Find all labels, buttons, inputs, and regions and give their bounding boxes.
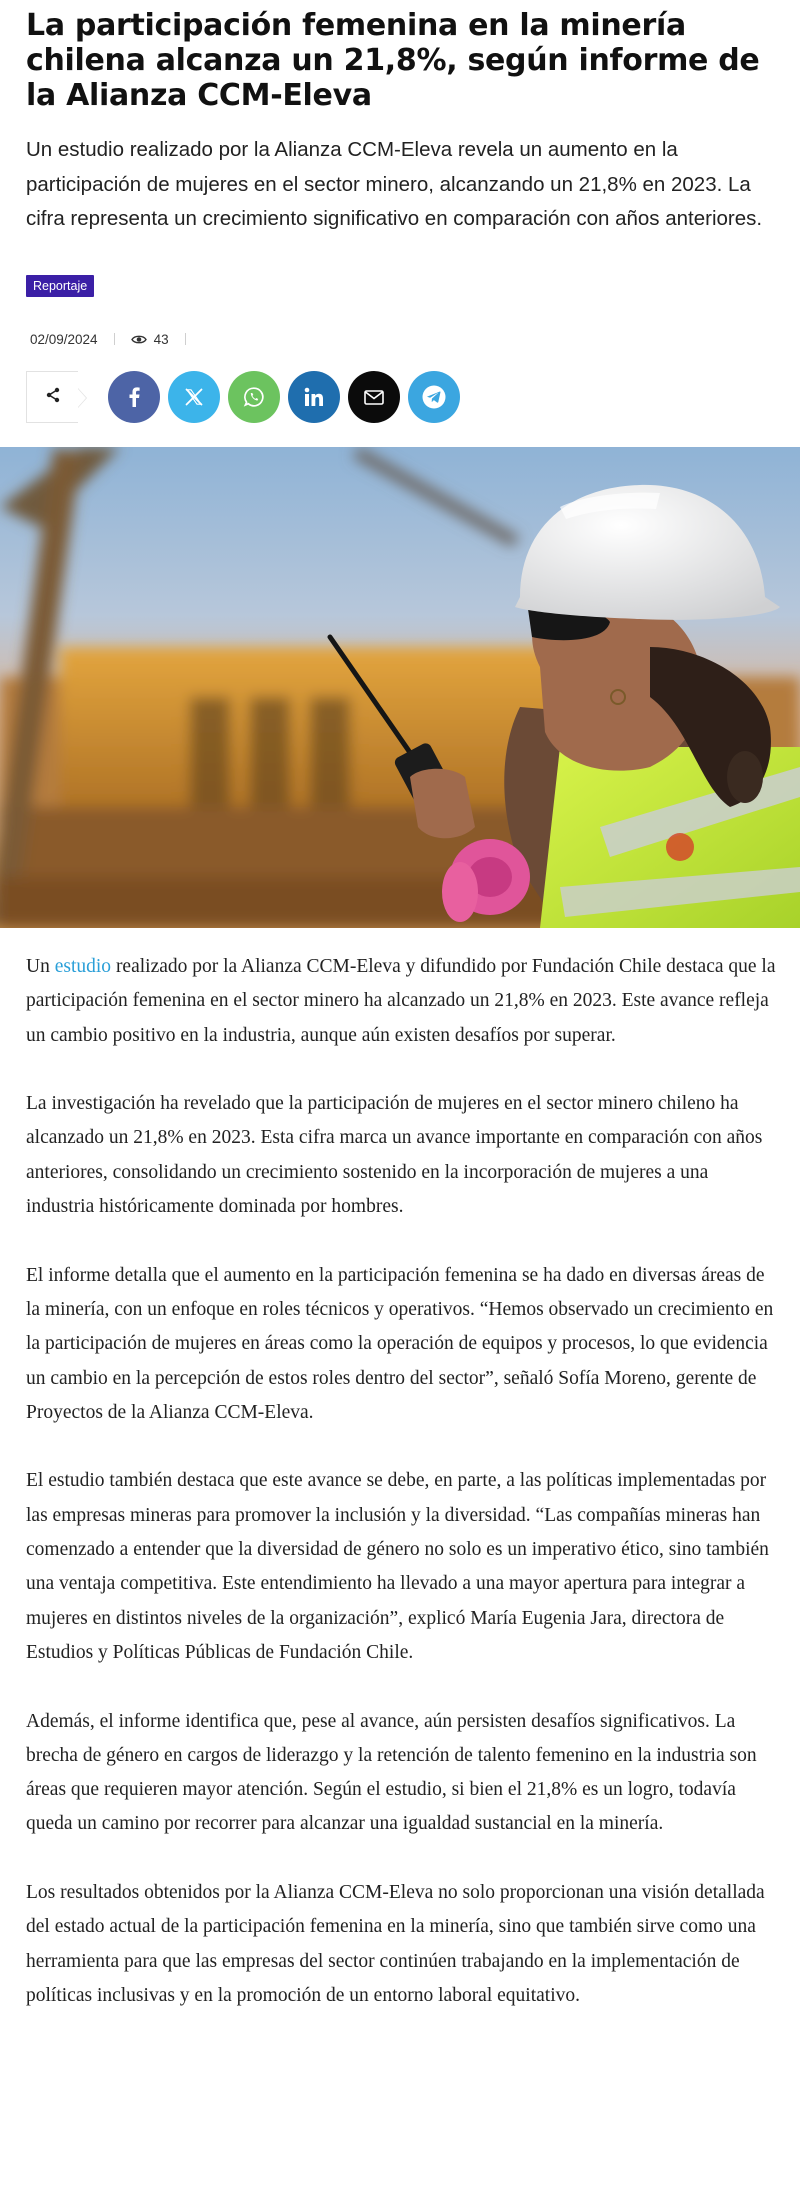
share-telegram-button[interactable] [408,371,460,423]
category-badge[interactable]: Reportaje [26,275,94,297]
article-body [26,950,778,2048]
publish-date: 02/09/2024 [30,331,98,347]
whatsapp-icon [243,386,265,408]
view-count-value: 43 [153,331,169,347]
social-share-buttons [108,371,460,423]
paragraph [26,950,778,1053]
article-subtitle: Un estudio realizado por la Alianza CCM-Eleva revela un aumento en la participación de mujeres en el sector minero, alcanzando un 21,8% en 2023. La cifra representa un crecimiento significativo en comparación con años anteriores. [26,138,763,230]
study-link[interactable]: estudio [54,956,112,977]
email-icon [364,390,384,405]
telegram-icon [421,384,447,410]
article-title: La participación femenina en la minería chilena alcanza un 21,8%, según informe de la Alianza CCM-Eleva [26,8,760,113]
share-whatsapp-button[interactable] [228,371,280,423]
paragraph: El estudio también destaca que este avance se debe, en parte, a las políticas implementadas por las empresas mineras para promover la inclusión y la diversidad. “Las compañías mineras han comenzado a entender que la diversidad de género no solo es un imperativo ético, sino también una ventaja competitiva. Este entendimiento ha llevado a una mayor apertura para integrar a mujeres en distintos niveles de la organización”, explicó María Eugenia Jara, directora de Estudios y Políticas Públicas de Fundación Chile. [26,1470,769,1663]
view-count [131,332,169,347]
paragraph: Además, el informe identifica que, pese al avance, aún persisten desafíos significativos. La brecha de género en cargos de liderazgo y la retención de talento femenino en la industria son áreas que requieren mayor atención. Según el estudio, si bien el 21,8% es un logro, todavía queda un camino por recorrer para alcanzar una igualdad sustancial en la minería. [26,1710,757,1835]
hero-image [0,447,800,928]
share-email-button[interactable] [348,371,400,423]
meta-divider [185,333,186,345]
paragraph: El informe detalla que el aumento en la participación femenina se ha dado en diversas áreas de la minería, con un enfoque en roles técnicos y operativos. “Hemos observado un crecimiento en la participación de mujeres en áreas como la operación de equipos y procesos, lo que evidencia un cambio en la percepción de estos roles dentro del sector”, señaló Sofía Moreno, gerente de Proyectos de la Alianza CCM-Eleva. [26,1264,774,1423]
x-icon [185,388,203,406]
facebook-icon [128,387,140,407]
linkedin-icon [304,387,324,407]
meta-divider [114,333,115,345]
paragraph-text: realizado por la Alianza CCM-Eleva y difundido por Fundación Chile destaca que la participación femenina en el sector minero ha alcanzado un 21,8% en 2023. Este avance refleja un cambio positivo en la industria, aunque aún existen desafíos por superar. [26,956,776,1046]
paragraph: La investigación ha revelado que la participación de mujeres en el sector minero chileno ha alcanzado un 21,8% en 2023. Esta cifra marca un avance importante en comparación con años anteriores, consolidando un crecimiento sostenido en la incorporación de mujeres a una industria históricamente dominada por hombres. [26,1093,763,1218]
share-linkedin-button[interactable] [288,371,340,423]
share-icon [45,387,61,408]
article-meta [30,328,202,350]
share-toggle-button[interactable] [26,371,78,423]
paragraph-lead: Un [26,956,50,977]
share-x-button[interactable] [168,371,220,423]
share-facebook-button[interactable] [108,371,160,423]
paragraph: Los resultados obtenidos por la Alianza CCM-Eleva no solo proporcionan una visión detallada del estado actual de la participación femenina en la minería, sino que también sirve como una herramienta para que las empresas del sector continúen trabajando en la implementación de políticas inclusivas y en la promoción de un entorno laboral equitativo. [26,1882,765,2006]
eye-icon [131,334,147,345]
share-bar [26,370,460,424]
